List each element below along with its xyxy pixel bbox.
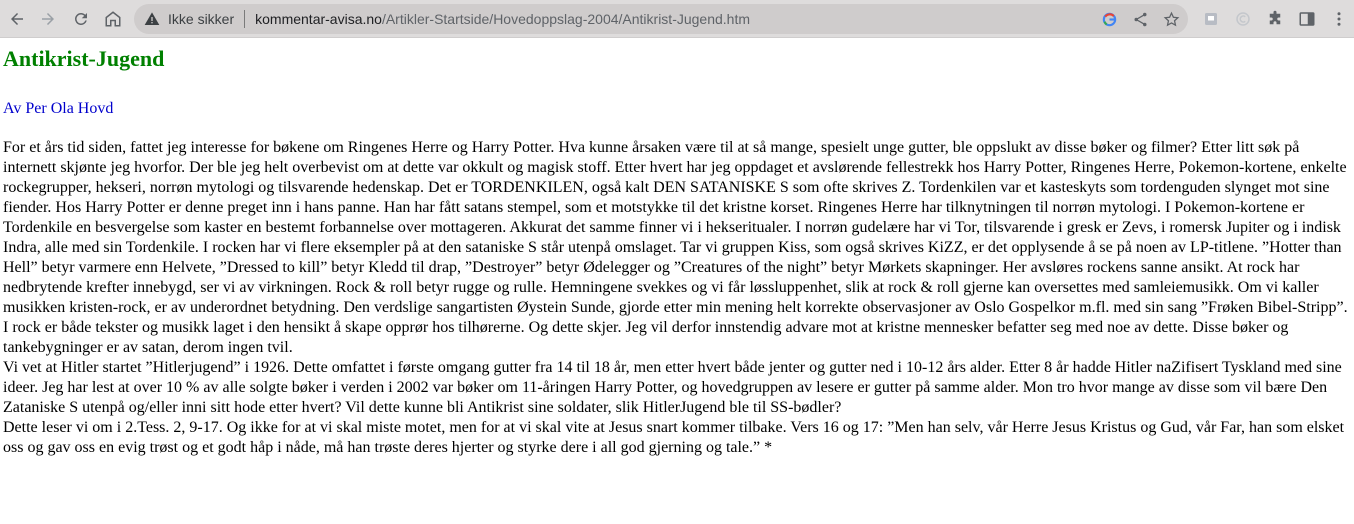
address-bar[interactable] — [134, 4, 1188, 34]
browser-toolbar — [0, 0, 1354, 38]
menu-icon — [1330, 10, 1348, 28]
extension-c-icon — [1234, 10, 1252, 28]
article-paragraph: Dette leser vi om i 2.Tess. 2, 9-17. Og ikke for at vi skal miste motet, men for at vi skal vite at Jesus snart kommer tilbake. Vers 16 og 17: ”Men han selv, vår Herre Jesus Kristus og Gud, vår Far, han som elsket oss og gav oss en evig trøst og et godt håp i nåde, må han trøste deres hjerter og styrke dere i all god gjerning og tale.” * — [3, 419, 1345, 456]
extension-c-button[interactable] — [1234, 4, 1252, 34]
url-path[interactable]: /Artikler-Startside/Hovedoppslag-2004/Antikrist-Jugend.htm — [381, 11, 751, 27]
forward-button[interactable] — [32, 3, 64, 35]
article-byline: Av Per Ola Hovd — [3, 100, 114, 117]
home-icon — [104, 10, 122, 28]
extensions-button[interactable] — [1266, 4, 1284, 34]
side-panel-button[interactable] — [1298, 4, 1316, 34]
forward-icon — [39, 10, 57, 28]
home-button[interactable] — [97, 3, 129, 35]
article-title: Antikrist-Jugend — [3, 46, 165, 71]
back-icon — [8, 10, 26, 28]
puzzle-icon — [1266, 10, 1284, 28]
omnibox-divider — [244, 10, 245, 28]
article-body — [3, 138, 1351, 458]
security-label[interactable]: Ikke sikker — [168, 11, 235, 27]
page-content — [0, 46, 1354, 458]
article-paragraph: For et års tid siden, fattet jeg interesse for bøkene om Ringenes Herre og Harry Potter. Hva kunne årsaken være til at så mange, spesielt unge gutter, ble oppslukt av disse bøker og filmer? Etter litt søk på internett skjønte jeg hvorfor. Der ble jeg helt overbevist om at dette var okkult og magisk stoff. Etter hvert har jeg oppdaget et avslørende fellestrekk hos Harry Potter, Ringenes Herre, Pokemon-kortene, enkelte rockegrupper, hekseri, norrøn mytologi og tilsvarende hedenskap. Det er TORDENKILEN, også kalt DEN SATANISKE S som ofte skrives Z. Tordenkilen var et kasteskyts som tordenguden slynget mot sine fiender. Hos Harry Potter er denne preget inn i hans panne. Han har fått satans stempel, som et motstykke til det kristne korset. Ringenes Herre har tilknytningen til norrøn mytologi. I Pokemon-kortene er Tordenkile en besvergelse som kaster en bestemt forbannelse over mottageren. Akkurat det samme finner vi i hekseritualer. I norrøn gudelære har vi Tor, tilsvarende i gresk er Zevs, i romersk Jupiter og i indisk Indra, alle med sin Tordenkile. I rocken har vi flere eksempler på at den sataniske S står utenpå omslaget. Tar vi gruppen Kiss, som også skrives KiZZ, er det opplysende å se på noen av LP-titlene. ”Hotter than Hell” betyr varmere enn Helvete, ”Dressed to kill” betyr Kledd til drap, ”Destroyer” betyr Ødelegger og ”Creatures of the night” betyr Mørkets skapninger. Her avsløres rockens sanne ansikt. At rock har nedbrytende krefter innebygd, ser vi av virkningen. Rock & roll betyr rugge og rulle. Hemningene svekkes og vi får løssluppenhet, slik at rock & roll gjerne kan oversettes med samleiemusikk. Om vi kaller musikken kristen-rock, er av underordnet betydning. Den verdslige sangartisten Øystein Sunde, gjorde etter min mening helt korrekte observasjoner av Oslo Gospelkor m.fl. med sin sang ”Frøken Bibel-Stripp”. — [3, 139, 1348, 316]
article-paragraph: I rock er både tekster og musikk laget i den hensikt å skape opprør hos tilhørerne. Og dette skjer. Jeg vil derfor innstendig advare mot at kristne mennesker befatter seg med noe av dette. Disse bøker og tankebygninger er av satan, derom ingen tvil. — [3, 319, 1289, 356]
back-button[interactable] — [1, 3, 33, 35]
omnibox-actions — [1101, 4, 1180, 34]
extension-icon — [1202, 10, 1220, 28]
article-paragraph: Vi vet at Hitler startet ”Hitlerjugend” i 1926. Dette omfattet i første omgang gutter fra 14 til 18 år, men etter hvert både jenter og gutter ned i 10-12 års alder. Etter 8 år hadde Hitler naZifisert Tyskland med sine ideer. Jeg har lest at over 10 % av alle solgte bøker i verden i 2002 var bøker om 11-åringen Harry Potter, og hovedgruppen av lesere er gutter på samme alder. Mon tro hvor mange av disse som vil bære Den Zataniske S utenpå og/eller inni sitt hode etter hvert? Vil dette kunne bli Antikrist sine soldater, slik HitlerJugend ble til SS-bødler? — [3, 359, 1342, 416]
side-panel-icon — [1298, 10, 1316, 28]
menu-button[interactable] — [1330, 4, 1348, 34]
google-icon[interactable] — [1101, 11, 1118, 28]
reload-icon — [72, 10, 90, 28]
reload-button[interactable] — [65, 3, 97, 35]
warning-icon[interactable] — [144, 11, 160, 27]
url-host[interactable]: kommentar-avisa.no — [255, 11, 382, 27]
bookmark-star-icon[interactable] — [1163, 11, 1180, 28]
extension-button[interactable] — [1202, 4, 1220, 34]
share-icon[interactable] — [1132, 11, 1149, 28]
